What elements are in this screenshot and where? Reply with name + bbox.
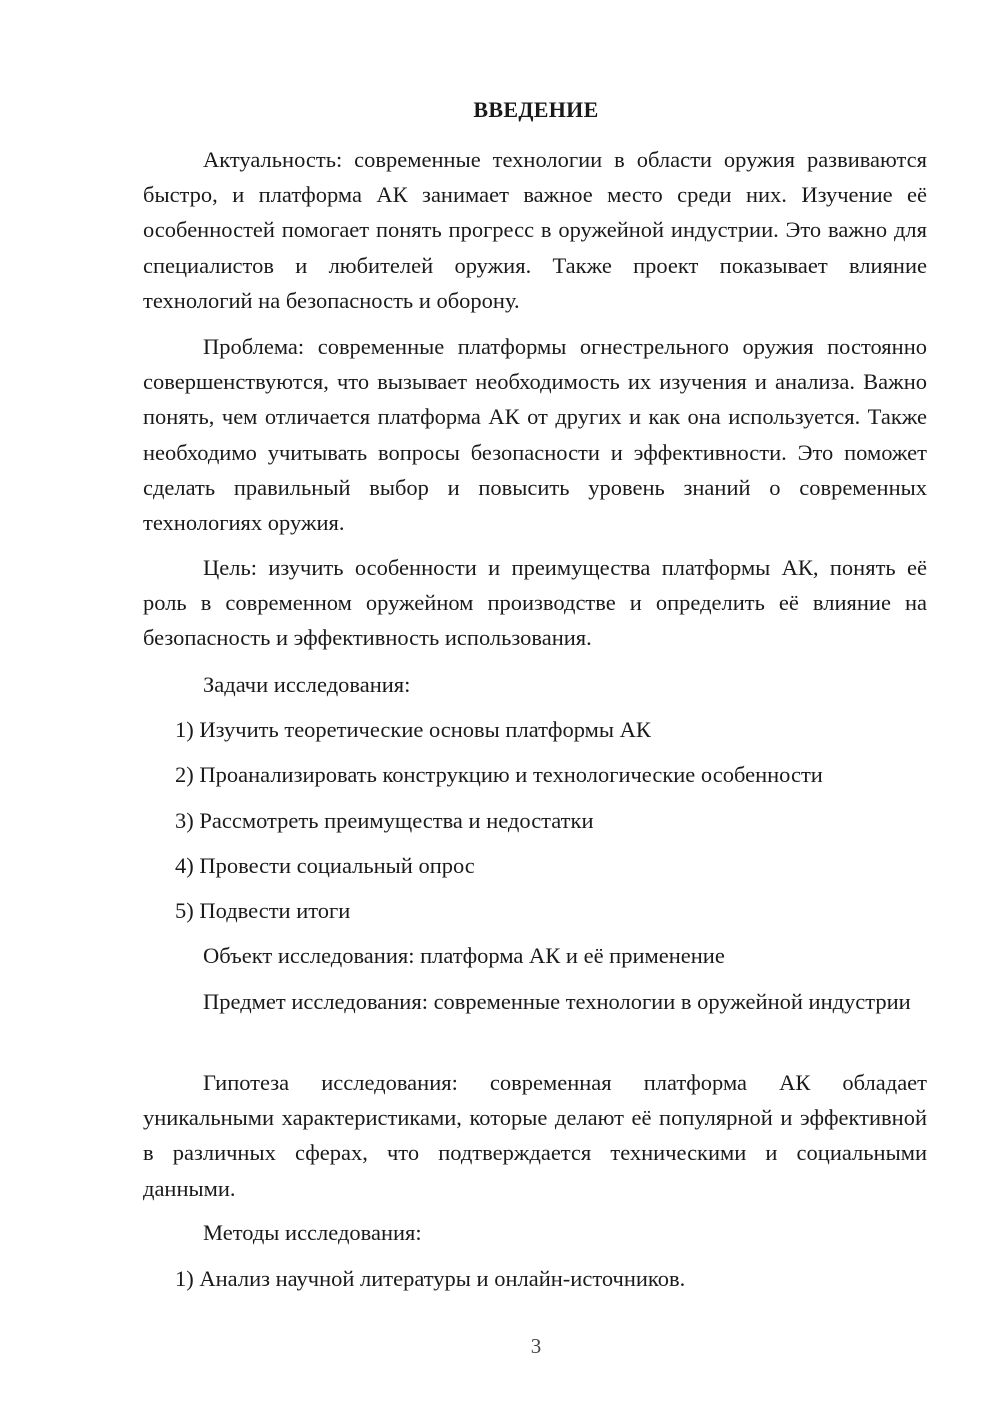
page-title: ВВЕДЕНИЕ [473, 97, 599, 122]
tasks-heading: Задачи исследования: [203, 672, 411, 697]
page-number: 3 [530, 1334, 542, 1358]
task-item-3: 3) Рассмотреть преимущества и недостатки [175, 808, 594, 833]
task-item-4: 4) Провести социальный опрос [175, 853, 475, 878]
problem-paragraph: Проблема: современные платформы огнестрельного оружия постоянно совершенствуются, что вызывает необходимость их изучения и анализа. Важно понять, чем отличается платформа АК от других и как она используется. Также необходимо учитывать вопросы безопасности и эффективности. Это поможет сделать правильный выбор и повысить уровень знаний о современных технологиях оружия. [143, 334, 927, 536]
method-item-1: 1) Анализ научной литературы и онлайн-источников. [175, 1266, 686, 1291]
task-item-5: 5) Подвести итоги [175, 898, 351, 923]
relevance-paragraph: Актуальность: современные технологии в области оружия развиваются быстро, и платформа АК занимает важное место среди них. Изучение её особенностей помогает понять прогресс в оружейной индустрии. Это важно для специалистов и любителей оружия. Также проект показывает влияние технологий на безопасность и оборону. [143, 147, 927, 313]
goal-paragraph: Цель: изучить особенности и преимущества платформы АК, понять её роль в современном оружейном производстве и определить её влияние на безопасность и эффективность использования. [143, 555, 927, 651]
task-item-2: 2) Проанализировать конструкцию и технологические особенности [175, 762, 823, 787]
task-item-1: 1) Изучить теоретические основы платформы АК [175, 717, 651, 742]
hypothesis-paragraph: Гипотеза исследования: современная платформа АК обладает уникальными характеристиками, которые делают её популярной и эффективной в различных сферах, что подтверждается техническими и социальными данными. [143, 1070, 927, 1201]
subject-paragraph: Предмет исследования: современные технологии в оружейной индустрии [203, 989, 911, 1014]
object-line: Объект исследования: платформа АК и её применение [203, 943, 725, 968]
methods-heading: Методы исследования: [203, 1220, 422, 1245]
